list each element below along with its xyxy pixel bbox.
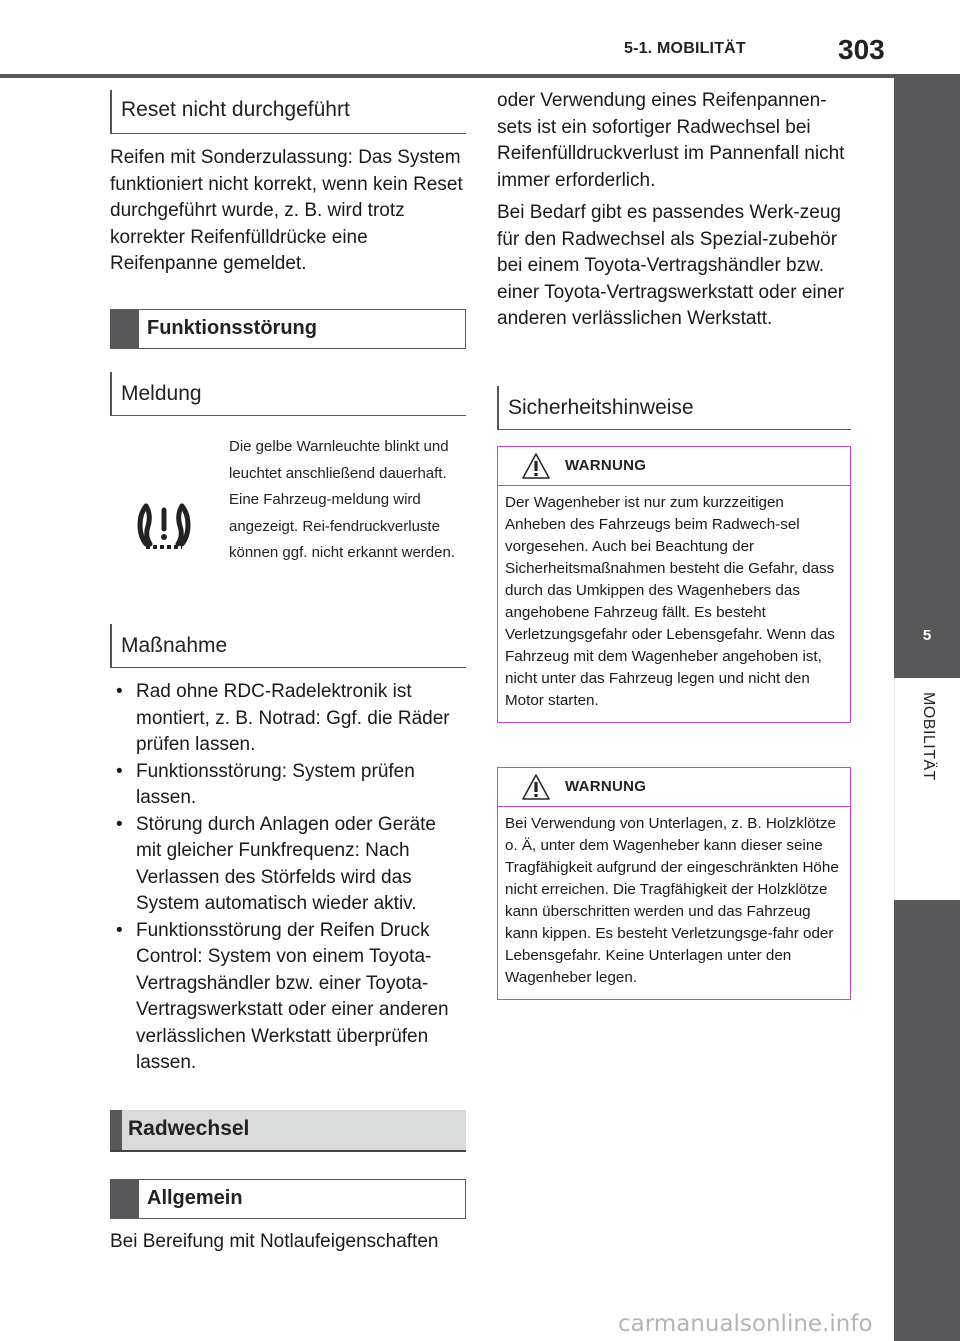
chapter-number: 5 (922, 627, 932, 644)
message-heading-text: Meldung (121, 382, 202, 405)
section-title: 5-1. MOBILITÄT (624, 40, 746, 57)
reset-heading (110, 90, 466, 134)
warning-box-2 (497, 767, 851, 1000)
heading-marker (110, 1110, 122, 1150)
warning-title: WARNUNG (565, 778, 647, 795)
heading-marker (111, 1180, 139, 1218)
header-rule (0, 74, 960, 78)
chapter-tab-bar-bottom (894, 900, 960, 1341)
warning-header (498, 447, 850, 486)
reset-heading-text: Reset nicht durchgeführt (121, 98, 350, 121)
warning-text: Der Wagenheber ist nur zum kurzzeitigen Anheben des Fahrzeugs beim Radwech-sel vorgesehen. Auch bei Beachtung der Sicherheitsmaßnahmen besteht die Gefahr, dass durch das Umkippen des Wagenhebers das angehobene Fahrzeug fällt. Es besteht Verletzungsgefahr oder Lebensgefahr. Wenn das Fahrzeug mit dem Wagenheber angehoben ist, nicht unter das Fahrzeug legen und nicht den Motor starten. (505, 494, 835, 709)
page-number: 303 (838, 34, 885, 65)
safety-heading (497, 386, 851, 430)
message-heading (110, 372, 466, 416)
measure-heading-text: Maßnahme (121, 634, 228, 657)
warning-box-1 (497, 446, 851, 723)
warning-title: WARNUNG (565, 457, 647, 474)
chapter-tab-bar-top (894, 78, 960, 598)
list-item: • Störung durch Anlagen oder Geräte mit gleicher Funkfrequenz: Nach Verlassen des Störfelds wird das System automatisch wieder aktiv. (110, 812, 466, 918)
chapter-tab-label-box (894, 678, 960, 900)
wheel-change-heading-text: Radwechsel (128, 1117, 250, 1140)
message-text: Die gelbe Warnleuchte blinkt und leuchtet anschließend dauerhaft. Eine Fahrzeug-meldung wird angezeigt. Rei-fendruckverluste können ggf. nicht erkannt werden. (229, 438, 455, 562)
safety-heading-text: Sicherheitshinweise (508, 396, 694, 419)
list-item: • Funktionsstörung der Reifen Druck Control: System von einem Toyota-Vertragshändler bzw. einer Toyota-Vertragswerkstatt oder einer anderen verlässlichen Werkstatt überprüfen lassen. (110, 918, 466, 1077)
list-item: • Rad ohne RDC-Radelektronik ist montiert, z. B. Notrad: Ggf. die Räder prüfen lassen. (110, 679, 466, 759)
right-paragraph-2: Bei Bedarf gibt es passendes Werk-zeug für den Radwechsel als Spezial-zubehör bei einem Toyota-Vertragshändler bzw. einer Toyota-Vertragswerkstatt oder einer anderen verlässlichen Werkstatt. (497, 202, 845, 329)
warning-triangle-icon (522, 774, 550, 800)
heading-marker (111, 310, 139, 348)
fault-heading (110, 309, 466, 349)
list-item: • Funktionsstörung: System prüfen lassen. (110, 759, 466, 812)
wheel-change-heading (110, 1110, 466, 1152)
warning-header (498, 768, 850, 807)
general-heading (110, 1179, 466, 1219)
chapter-tab-number-box (894, 598, 960, 678)
right-paragraph-1: oder Verwendung eines Reifenpannen-sets ist ein sofortiger Radwechsel bei Reifenfülldruckverlust im Pannenfall nicht immer erforderlich. (497, 90, 845, 191)
tire-pressure-warning-icon (136, 500, 192, 552)
general-text: Bei Bereifung mit Notlaufeigenschaften (110, 1231, 439, 1252)
reset-text: Reifen mit Sonderzulassung: Das System funktioniert nicht korrekt, wenn kein Reset durchgeführt wurde, z. B. wird trotz korrekter Reifenfülldrücke eine Reifenpanne gemeldet. (110, 147, 463, 274)
general-heading-text: Allgemein (147, 1187, 243, 1209)
measure-heading (110, 624, 466, 668)
warning-text: Bei Verwendung von Unterlagen, z. B. Holzklötze o. Ä, unter dem Wagenheber kann dieser seine Tragfähigkeit aufgrund der eingeschränkten Höhe nicht erreichen. Die Tragfähigkeit der Holzklötze kann überschritten werden und das Fahrzeug kann kippen. Es besteht Verletzungsge-fahr oder Lebensgefahr. Keine Unterlagen unter den Wagenheber legen. (505, 815, 839, 986)
warning-triangle-icon (522, 453, 550, 479)
chapter-label: MOBILITÄT (920, 692, 937, 781)
fault-heading-text: Funktionsstörung (147, 317, 317, 339)
watermark: carmanualsonline.info (618, 1311, 873, 1337)
measure-list (110, 679, 466, 1077)
